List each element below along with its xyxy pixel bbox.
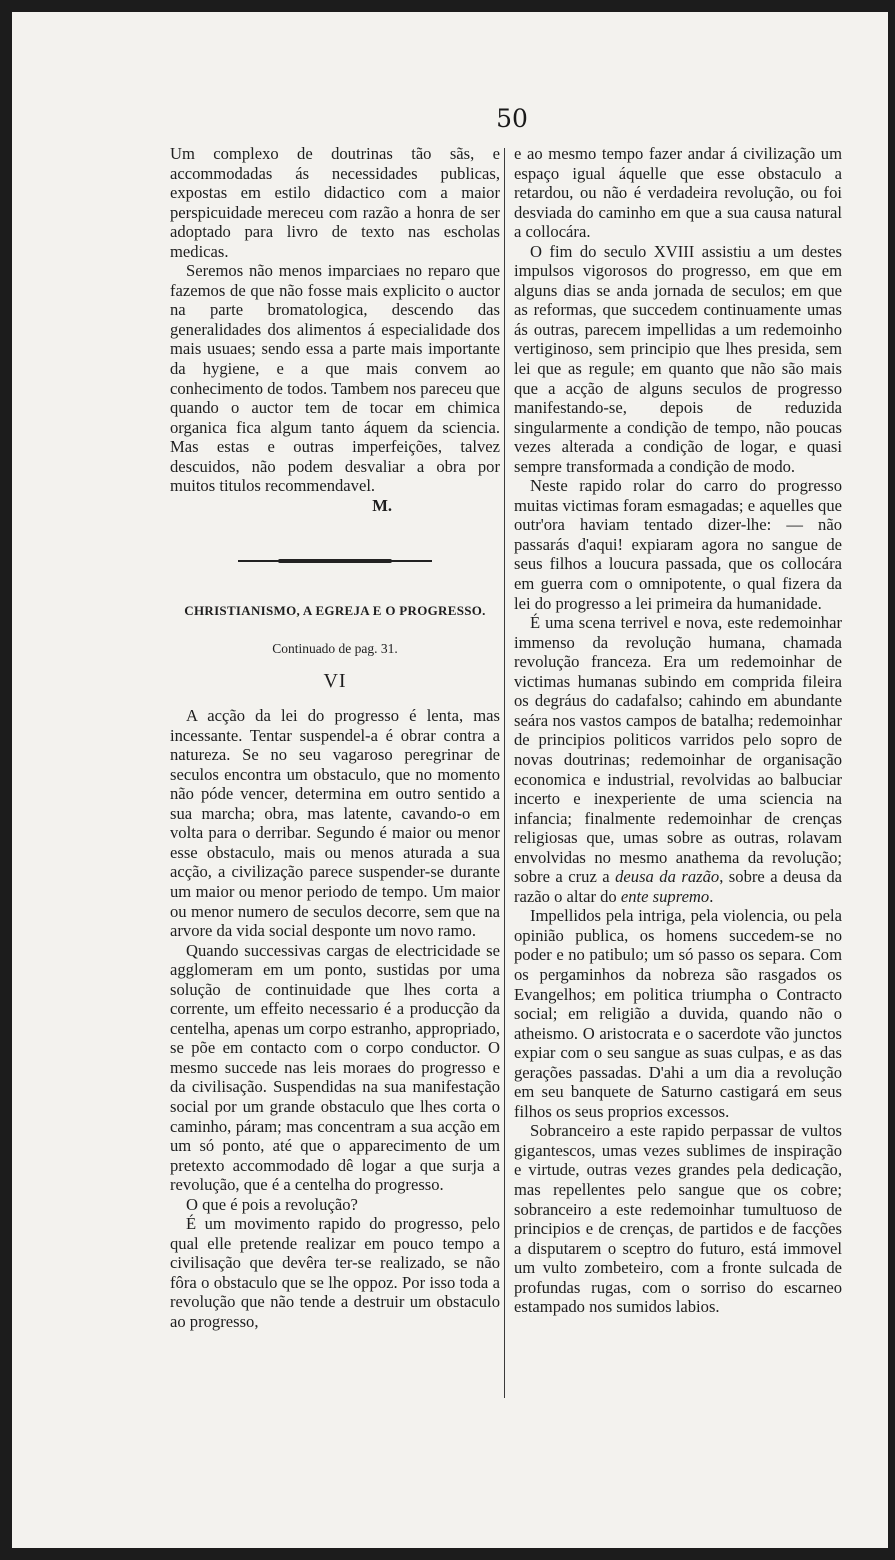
article-paragraph: e ao mesmo tempo fazer andar á civilização um espaço igual áquelle que esse obstaculo a retardou, ou não é verdadeira revolução, ou foi desviada do caminho em que a sua causa natural a collocára. bbox=[514, 144, 842, 242]
article-paragraph: Quando successivas cargas de electricidade se agglomeram em um ponto, sustidas por uma solução de continuidade que lhes corta a corrente, um effeito necessario é a producção da centelha, apenas um corpo estranho, appropriado, se põe em contacto com o corpo conductor. O mesmo succede nas leis moraes do progresso e da civilisação. Suspendidas na sua manifestação social por um grande obstaculo que lhes corta o caminho, páram; mas concentram a sua acção em um só ponto, até que o apparecimento de um pretexto accommodado dê logar a que surja a revolução, que é a centelha do progresso. bbox=[170, 940, 500, 1195]
article-paragraph: Impellidos pela intriga, pela violencia, ou pela opinião publica, os homens succedem-se no poder e no patibulo; um só passo os separa. Com os pergaminhos da nobreza são rasgados os Evangelhos; em politica triumpha o Contracto social; em religião a duvida, quando não o atheismo. O aristocrata e o sacerdote vão junctos expiar com o seu sangue as suas culpas, e as das gerações passadas. D'ahi a um dia a revolução em seu banquete de Saturno castigará em seus filhos os seus proprios excessos. bbox=[514, 906, 842, 1121]
article-title: CHRISTIANISMO, A EGREJA E O PROGRESSO. bbox=[184, 603, 486, 619]
article-paragraph: O fim do seculo XVIII assistiu a um destes impulsos vigorosos do progresso, em que em alguns dias se anda jornada de seculos; em que as reformas, que succedem continuamente umas ás outras, parecem impellidas a um redemoinho vertiginoso, sem principio que lhes presida, sem lei que as regule; em quanto que não são mais que a acção de alguns seculos de progresso manifestando-se, depois de reduzida singularmente a condição de tempo, não poucas vezes alterada a condição de logar, e quasi sempre transformada a condição de modo. bbox=[514, 241, 842, 476]
article-paragraph: Neste rapido rolar do carro do progresso muitas victimas foram esmagadas; e aquelles que outr'ora haviam tentado dizer-lhe: — não passarás d'aqui! expiaram agora no sangue de seus filhos a loucura passada, que os collocára em guerra com o omnipotente, o qual fizera da lei do progresso a lei primeira da humanidade. bbox=[514, 476, 842, 613]
italic-phrase: ente supremo bbox=[620, 886, 710, 906]
article-paragraph: É um movimento rapido do progresso, pelo qual elle pretende realizar em pouco tempo a civilisação que devêra ter-se realizado, se não fôra o obstaculo que se lhe oppoz. Por isso toda a revolução que não tende a destruir um obstaculo ao progresso, bbox=[170, 1214, 500, 1331]
article-paragraph: A acção da lei do progresso é lenta, mas incessante. Tentar suspendel-a é obrar contra a natureza. Se no seu vagaroso peregrinar de seculos encontra um obstaculo, que no momento não póde vencer, determina em outro sentido a sua marcha; obra, mas latente, cavando-o em volta para o derribar. Segundo é maior ou menor esse obstaculo, mais ou menos aturada a sua acção, a civilização parece suspender-se durante um maior ou menor periodo de tempo. Um maior ou menor numero de seculos decorre, sem que na arvore da vida social desponte um novo ramo. bbox=[170, 706, 500, 941]
italic-phrase: deusa da razão bbox=[615, 867, 720, 887]
section-number: VI bbox=[323, 670, 347, 693]
column-rule bbox=[504, 148, 505, 1398]
article-paragraph: É uma scena terrivel e nova, este redemoinhar immenso da revolução humana, chamada revolução franceza. Era um redemoinhar de victimas humanas subindo em comprida fileira os degráus do cadafalso; cahindo em abundante seára nos vastos campos de batalha; redemoinhar de principios politicos varridos pelo sopro de novas doutrinas; redemoinhar de organisação economica e industrial, revolvidas ao balbuciar incerto e inexperiente de uma sciencia na infancia; finalmente redemoinhar de crenças religiosas que, umas sobre as outras, rolavam envolvidas no mesmo anathema da revolução; sobre a cruz a deusa da razão, sobre a deusa da razão o altar do ente supremo. bbox=[514, 613, 842, 906]
article-paragraph: O que é pois a revolução? bbox=[186, 1194, 358, 1214]
page-number: 50 bbox=[496, 104, 528, 133]
section-divider bbox=[238, 559, 432, 563]
book-page bbox=[12, 12, 888, 1548]
right-column bbox=[514, 144, 842, 1317]
article-paragraph: Sobranceiro a este rapido perpassar de vultos gigantescos, umas vezes sublimes de inspiração e virtude, outras vezes grandes pela dedicação, mas repellentes pelo sangue que os cobre; sobranceiro a este redemoinhar tumultuoso de principios e de crenças, de partidos e de facções a disputarem o sceptro do futuro, está immovel um vulto zombeteiro, com a fronte sulcada de profundas rugas, com o sorriso do escarneo estampado nos sumidos labios. bbox=[514, 1121, 842, 1317]
review-paragraph: Seremos não menos imparciaes no reparo que fazemos de que não fosse mais explicito o auctor na parte bromatologica, descendo das generalidades dos alimentos á especialidade dos mais usuaes; sendo essa a parte mais importante da hygiene, e a que mais convem ao conhecimento de todos. Tambem nos pareceu que quando o auctor tem de tocar em chimica organica fica algum tanto áquem da sciencia. Mas estas e outras imperfeições, talvez descuidos, não podem desvaliar a obra por muitos titulos recommendavel. M. bbox=[170, 261, 500, 515]
signature: M. bbox=[372, 495, 392, 515]
left-column bbox=[170, 144, 500, 1332]
review-paragraph: Um complexo de doutrinas tão sãs, e accommodadas ás necessidades publicas, expostas em estilo didactico com a maior perspicuidade mereceu com razão a honra de ser adoptado para livro de texto nas escholas medicas. bbox=[170, 144, 500, 261]
continuation-note: Continuado de pag. 31. bbox=[272, 640, 398, 656]
